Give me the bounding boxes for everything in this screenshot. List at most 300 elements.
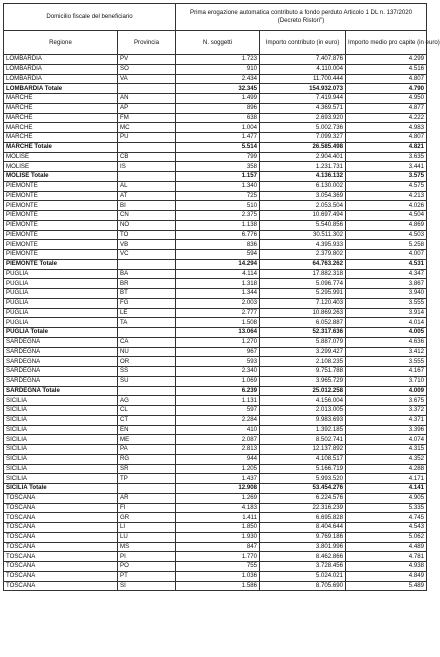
province-cell: FM [118, 113, 176, 123]
average-cell: 4.531 [346, 259, 427, 269]
table-row [4, 181, 427, 191]
province-cell: PI [118, 552, 176, 562]
average-cell: 4.807 [346, 133, 427, 143]
amount-cell: 6.130.002 [260, 181, 346, 191]
average-cell: 4.807 [346, 74, 427, 84]
region-cell: MOLISE [4, 152, 118, 162]
average-cell: 4.636 [346, 337, 427, 347]
amount-cell: 5.887.079 [260, 337, 346, 347]
province-cell: AG [118, 396, 176, 406]
amount-cell: 7.099.327 [260, 133, 346, 143]
region-cell: MOLISE [4, 162, 118, 172]
table-row [4, 123, 427, 133]
count-cell: 847 [176, 542, 260, 552]
count-cell: 910 [176, 64, 260, 74]
region-cell: PIEMONTE [4, 191, 118, 201]
province-cell: PU [118, 133, 176, 143]
table-row [4, 269, 427, 279]
amount-cell: 5.540.856 [260, 220, 346, 230]
amount-cell: 4.156.004 [260, 396, 346, 406]
amount-cell: 25.012.258 [260, 386, 346, 396]
table-row [4, 103, 427, 113]
average-cell: 3.441 [346, 162, 427, 172]
region-cell: LOMBARDIA [4, 64, 118, 74]
province-cell: AL [118, 181, 176, 191]
region-cell: SICILIA [4, 454, 118, 464]
amount-cell: 4.136.132 [260, 172, 346, 182]
amount-cell: 8.404.644 [260, 523, 346, 533]
table-row [4, 523, 427, 533]
table-row [4, 250, 427, 260]
average-cell: 4.288 [346, 464, 427, 474]
province-cell: ME [118, 435, 176, 445]
amount-cell: 3.965.729 [260, 376, 346, 386]
region-cell: MARCHE [4, 123, 118, 133]
count-cell: 1.770 [176, 552, 260, 562]
region-cell: TOSCANA [4, 532, 118, 542]
average-cell: 3.914 [346, 308, 427, 318]
table-row [4, 396, 427, 406]
province-cell [118, 328, 176, 338]
average-cell: 4.516 [346, 64, 427, 74]
count-cell: 510 [176, 201, 260, 211]
region-cell: LOMBARDIA [4, 55, 118, 65]
table-row [4, 357, 427, 367]
province-cell: BI [118, 201, 176, 211]
table-row [4, 425, 427, 435]
province-cell: SU [118, 376, 176, 386]
count-cell: 6.239 [176, 386, 260, 396]
region-cell: SICILIA [4, 415, 118, 425]
province-cell: MC [118, 123, 176, 133]
count-cell: 638 [176, 113, 260, 123]
average-cell: 3.555 [346, 298, 427, 308]
average-cell: 4.745 [346, 513, 427, 523]
province-cell: VA [118, 74, 176, 84]
province-cell [118, 84, 176, 94]
count-cell: 2.284 [176, 415, 260, 425]
count-cell: 32.345 [176, 84, 260, 94]
average-cell: 4.575 [346, 181, 427, 191]
count-cell: 1.069 [176, 376, 260, 386]
table-row [4, 74, 427, 84]
amount-cell: 5.002.736 [260, 123, 346, 133]
average-cell: 3.575 [346, 172, 427, 182]
table-row-total [4, 172, 427, 182]
table-row [4, 454, 427, 464]
table-row [4, 64, 427, 74]
count-cell: 944 [176, 454, 260, 464]
region-cell: LOMBARDIA [4, 74, 118, 84]
table-row [4, 308, 427, 318]
table-row [4, 220, 427, 230]
average-cell: 4.905 [346, 493, 427, 503]
average-cell: 3.635 [346, 152, 427, 162]
amount-cell: 53.454.276 [260, 484, 346, 494]
province-cell: PV [118, 55, 176, 65]
count-cell: 14.294 [176, 259, 260, 269]
count-cell: 1.850 [176, 523, 260, 533]
region-cell: MARCHE [4, 94, 118, 104]
amount-cell: 7.120.403 [260, 298, 346, 308]
province-cell: VB [118, 240, 176, 250]
province-cell: AR [118, 493, 176, 503]
count-cell: 799 [176, 152, 260, 162]
average-cell: 4.299 [346, 55, 427, 65]
table-row [4, 191, 427, 201]
average-cell: 3.675 [346, 396, 427, 406]
average-cell: 4.171 [346, 474, 427, 484]
table-row [4, 464, 427, 474]
amount-cell: 4.395.933 [260, 240, 346, 250]
province-cell [118, 172, 176, 182]
table-row-total [4, 84, 427, 94]
province-cell: EN [118, 425, 176, 435]
table-body [4, 55, 427, 591]
region-cell: PIEMONTE [4, 250, 118, 260]
province-cell: SR [118, 464, 176, 474]
region-cell: MARCHE [4, 133, 118, 143]
amount-cell: 2.379.802 [260, 250, 346, 260]
table-row [4, 337, 427, 347]
region-cell: PUGLIA [4, 269, 118, 279]
amount-cell: 2.013.005 [260, 406, 346, 416]
count-cell: 1.586 [176, 581, 260, 591]
region-cell: PIEMONTE [4, 230, 118, 240]
region-cell: SARDEGNA [4, 376, 118, 386]
count-cell: 1.930 [176, 532, 260, 542]
table-row [4, 240, 427, 250]
table-row-total [4, 259, 427, 269]
count-cell: 1.411 [176, 513, 260, 523]
province-cell: TO [118, 230, 176, 240]
region-cell: PIEMONTE [4, 220, 118, 230]
province-cell: CA [118, 337, 176, 347]
region-cell: TOSCANA [4, 523, 118, 533]
count-cell: 2.375 [176, 211, 260, 221]
count-cell: 594 [176, 250, 260, 260]
count-cell: 13.064 [176, 328, 260, 338]
table-row [4, 376, 427, 386]
table-row [4, 201, 427, 211]
average-cell: 4.821 [346, 142, 427, 152]
region-cell: PUGLIA [4, 318, 118, 328]
amount-cell: 2.053.504 [260, 201, 346, 211]
province-cell [118, 142, 176, 152]
average-cell: 4.950 [346, 94, 427, 104]
count-cell: 1.340 [176, 181, 260, 191]
province-cell: SS [118, 367, 176, 377]
table-row [4, 581, 427, 591]
table-row [4, 513, 427, 523]
amount-cell: 9.983.693 [260, 415, 346, 425]
region-cell: LOMBARDIA Totale [4, 84, 118, 94]
region-cell: SICILIA [4, 445, 118, 455]
province-cell: LU [118, 532, 176, 542]
region-cell: TOSCANA [4, 581, 118, 591]
table-row-total [4, 386, 427, 396]
count-cell: 1.499 [176, 94, 260, 104]
table-row [4, 113, 427, 123]
table-row [4, 230, 427, 240]
table-row-total [4, 328, 427, 338]
table-row [4, 367, 427, 377]
province-cell: BA [118, 269, 176, 279]
count-cell: 1.004 [176, 123, 260, 133]
region-cell: SICILIA [4, 406, 118, 416]
average-cell: 4.371 [346, 415, 427, 425]
amount-cell: 26.585.498 [260, 142, 346, 152]
average-cell: 4.167 [346, 367, 427, 377]
table-row [4, 318, 427, 328]
average-cell: 5.062 [346, 532, 427, 542]
province-cell: SI [118, 581, 176, 591]
amount-cell: 1.392.185 [260, 425, 346, 435]
average-cell: 5.335 [346, 503, 427, 513]
table-row [4, 474, 427, 484]
amount-cell: 52.317.636 [260, 328, 346, 338]
region-cell: SARDEGNA [4, 357, 118, 367]
province-cell: CT [118, 415, 176, 425]
count-cell: 1.723 [176, 55, 260, 65]
amount-cell: 8.705.690 [260, 581, 346, 591]
province-cell: AT [118, 191, 176, 201]
average-cell: 4.005 [346, 328, 427, 338]
amount-cell: 5.295.991 [260, 289, 346, 299]
table-row [4, 562, 427, 572]
region-cell: PUGLIA Totale [4, 328, 118, 338]
table-row [4, 298, 427, 308]
province-cell: BT [118, 289, 176, 299]
amount-cell: 30.511.302 [260, 230, 346, 240]
amount-cell: 4.110.004 [260, 64, 346, 74]
province-cell: LI [118, 523, 176, 533]
table-row [4, 55, 427, 65]
amount-cell: 2.693.920 [260, 113, 346, 123]
amount-cell: 1.231.731 [260, 162, 346, 172]
table-row [4, 94, 427, 104]
region-cell: PIEMONTE [4, 211, 118, 221]
region-cell: SARDEGNA [4, 347, 118, 357]
amount-cell: 2.108.235 [260, 357, 346, 367]
province-cell: PT [118, 571, 176, 581]
table-row [4, 279, 427, 289]
province-cell: IS [118, 162, 176, 172]
average-cell: 4.983 [346, 123, 427, 133]
table-row [4, 347, 427, 357]
average-cell: 4.026 [346, 201, 427, 211]
region-cell: SARDEGNA [4, 367, 118, 377]
table-row [4, 571, 427, 581]
count-cell: 358 [176, 162, 260, 172]
province-cell: MS [118, 542, 176, 552]
average-cell: 4.489 [346, 542, 427, 552]
amount-cell: 11.700.444 [260, 74, 346, 84]
province-cell: NU [118, 347, 176, 357]
average-cell: 4.938 [346, 562, 427, 572]
amount-cell: 5.166.719 [260, 464, 346, 474]
amount-cell: 6.224.576 [260, 493, 346, 503]
average-cell: 4.877 [346, 103, 427, 113]
average-cell: 3.710 [346, 376, 427, 386]
count-cell: 1.036 [176, 571, 260, 581]
count-cell: 725 [176, 191, 260, 201]
average-cell: 5.258 [346, 240, 427, 250]
count-cell: 593 [176, 357, 260, 367]
amount-cell: 2.904.401 [260, 152, 346, 162]
count-cell: 12.908 [176, 484, 260, 494]
province-cell [118, 259, 176, 269]
average-cell: 3.396 [346, 425, 427, 435]
region-cell: PUGLIA [4, 289, 118, 299]
count-cell: 5.514 [176, 142, 260, 152]
province-cell [118, 484, 176, 494]
count-cell: 6.776 [176, 230, 260, 240]
average-cell: 3.940 [346, 289, 427, 299]
count-cell: 1.138 [176, 220, 260, 230]
table-row [4, 503, 427, 513]
count-cell: 1.437 [176, 474, 260, 484]
province-cell: TP [118, 474, 176, 484]
average-cell: 3.555 [346, 357, 427, 367]
count-cell: 1.205 [176, 464, 260, 474]
province-cell: CN [118, 211, 176, 221]
amount-cell: 5.096.774 [260, 279, 346, 289]
amount-cell: 3.299.427 [260, 347, 346, 357]
region-cell: PIEMONTE [4, 240, 118, 250]
province-cell: SO [118, 64, 176, 74]
average-cell: 4.781 [346, 552, 427, 562]
average-cell: 4.347 [346, 269, 427, 279]
region-cell: SICILIA Totale [4, 484, 118, 494]
average-cell: 4.869 [346, 220, 427, 230]
region-cell: TOSCANA [4, 503, 118, 513]
region-cell: SICILIA [4, 474, 118, 484]
amount-cell: 7.407.876 [260, 55, 346, 65]
region-cell: PUGLIA [4, 298, 118, 308]
province-cell: FI [118, 503, 176, 513]
amount-cell: 9.751.788 [260, 367, 346, 377]
count-cell: 2.434 [176, 74, 260, 84]
amount-cell: 8.462.866 [260, 552, 346, 562]
region-cell: MARCHE Totale [4, 142, 118, 152]
count-cell: 755 [176, 562, 260, 572]
province-cell: TA [118, 318, 176, 328]
province-cell [118, 386, 176, 396]
amount-cell: 12.137.892 [260, 445, 346, 455]
table-row [4, 211, 427, 221]
amount-cell: 64.763.262 [260, 259, 346, 269]
amount-cell: 22.316.239 [260, 503, 346, 513]
province-cell: PO [118, 562, 176, 572]
count-cell: 4.114 [176, 269, 260, 279]
region-cell: MOLISE Totale [4, 172, 118, 182]
region-cell: MARCHE [4, 113, 118, 123]
region-cell: PIEMONTE [4, 181, 118, 191]
domicile-header: Domicilio fiscale del beneficiario [4, 4, 176, 31]
amount-cell: 9.769.186 [260, 532, 346, 542]
province-cell: FG [118, 298, 176, 308]
region-column-header: Regione [4, 31, 118, 55]
average-cell: 4.074 [346, 435, 427, 445]
amount-cell: 17.882.318 [260, 269, 346, 279]
amount-cell: 6.052.887 [260, 318, 346, 328]
amount-cell: 5.024.021 [260, 571, 346, 581]
average-cell: 3.372 [346, 406, 427, 416]
table-row [4, 552, 427, 562]
count-cell: 1.508 [176, 318, 260, 328]
amount-cell: 7.419.944 [260, 94, 346, 104]
average-cell: 4.849 [346, 571, 427, 581]
average-cell: 4.504 [346, 211, 427, 221]
count-cell: 1.318 [176, 279, 260, 289]
province-cell: CL [118, 406, 176, 416]
province-cell: NO [118, 220, 176, 230]
region-cell: PUGLIA [4, 279, 118, 289]
amount-cell: 3.728.456 [260, 562, 346, 572]
table-row-total [4, 484, 427, 494]
amount-column-header: Importo contributo (in euro) [260, 31, 346, 55]
average-cell: 4.007 [346, 250, 427, 260]
count-cell: 597 [176, 406, 260, 416]
average-column-header: Importo medio pro capite (in euro) [346, 31, 427, 55]
amount-cell: 3.801.996 [260, 542, 346, 552]
table-row [4, 406, 427, 416]
amount-cell: 4.369.571 [260, 103, 346, 113]
region-cell: PIEMONTE [4, 201, 118, 211]
count-cell: 967 [176, 347, 260, 357]
count-cell: 1.157 [176, 172, 260, 182]
province-cell: OR [118, 357, 176, 367]
region-cell: TOSCANA [4, 513, 118, 523]
count-cell: 836 [176, 240, 260, 250]
count-cell: 2.777 [176, 308, 260, 318]
count-cell: 2.003 [176, 298, 260, 308]
region-cell: TOSCANA [4, 571, 118, 581]
average-cell: 4.009 [346, 386, 427, 396]
average-cell: 4.141 [346, 484, 427, 494]
count-cell: 1.344 [176, 289, 260, 299]
province-cell: GR [118, 513, 176, 523]
average-cell: 4.315 [346, 445, 427, 455]
count-cell: 1.477 [176, 133, 260, 143]
province-cell: AP [118, 103, 176, 113]
table-row [4, 162, 427, 172]
amount-cell: 154.932.073 [260, 84, 346, 94]
average-cell: 4.790 [346, 84, 427, 94]
region-cell: SARDEGNA Totale [4, 386, 118, 396]
region-cell: MARCHE [4, 103, 118, 113]
amount-cell: 10.697.494 [260, 211, 346, 221]
region-cell: PIEMONTE Totale [4, 259, 118, 269]
average-cell: 4.222 [346, 113, 427, 123]
province-column-header: Provincia [118, 31, 176, 55]
province-cell: PA [118, 445, 176, 455]
region-cell: SICILIA [4, 396, 118, 406]
count-cell: 1.131 [176, 396, 260, 406]
count-cell: 2.340 [176, 367, 260, 377]
count-cell: 896 [176, 103, 260, 113]
amount-cell: 6.695.828 [260, 513, 346, 523]
average-cell: 4.503 [346, 230, 427, 240]
province-cell: BR [118, 279, 176, 289]
count-cell: 2.813 [176, 445, 260, 455]
amount-cell: 10.869.263 [260, 308, 346, 318]
count-cell: 1.269 [176, 493, 260, 503]
province-cell: VC [118, 250, 176, 260]
table-row [4, 133, 427, 143]
region-cell: TOSCANA [4, 542, 118, 552]
